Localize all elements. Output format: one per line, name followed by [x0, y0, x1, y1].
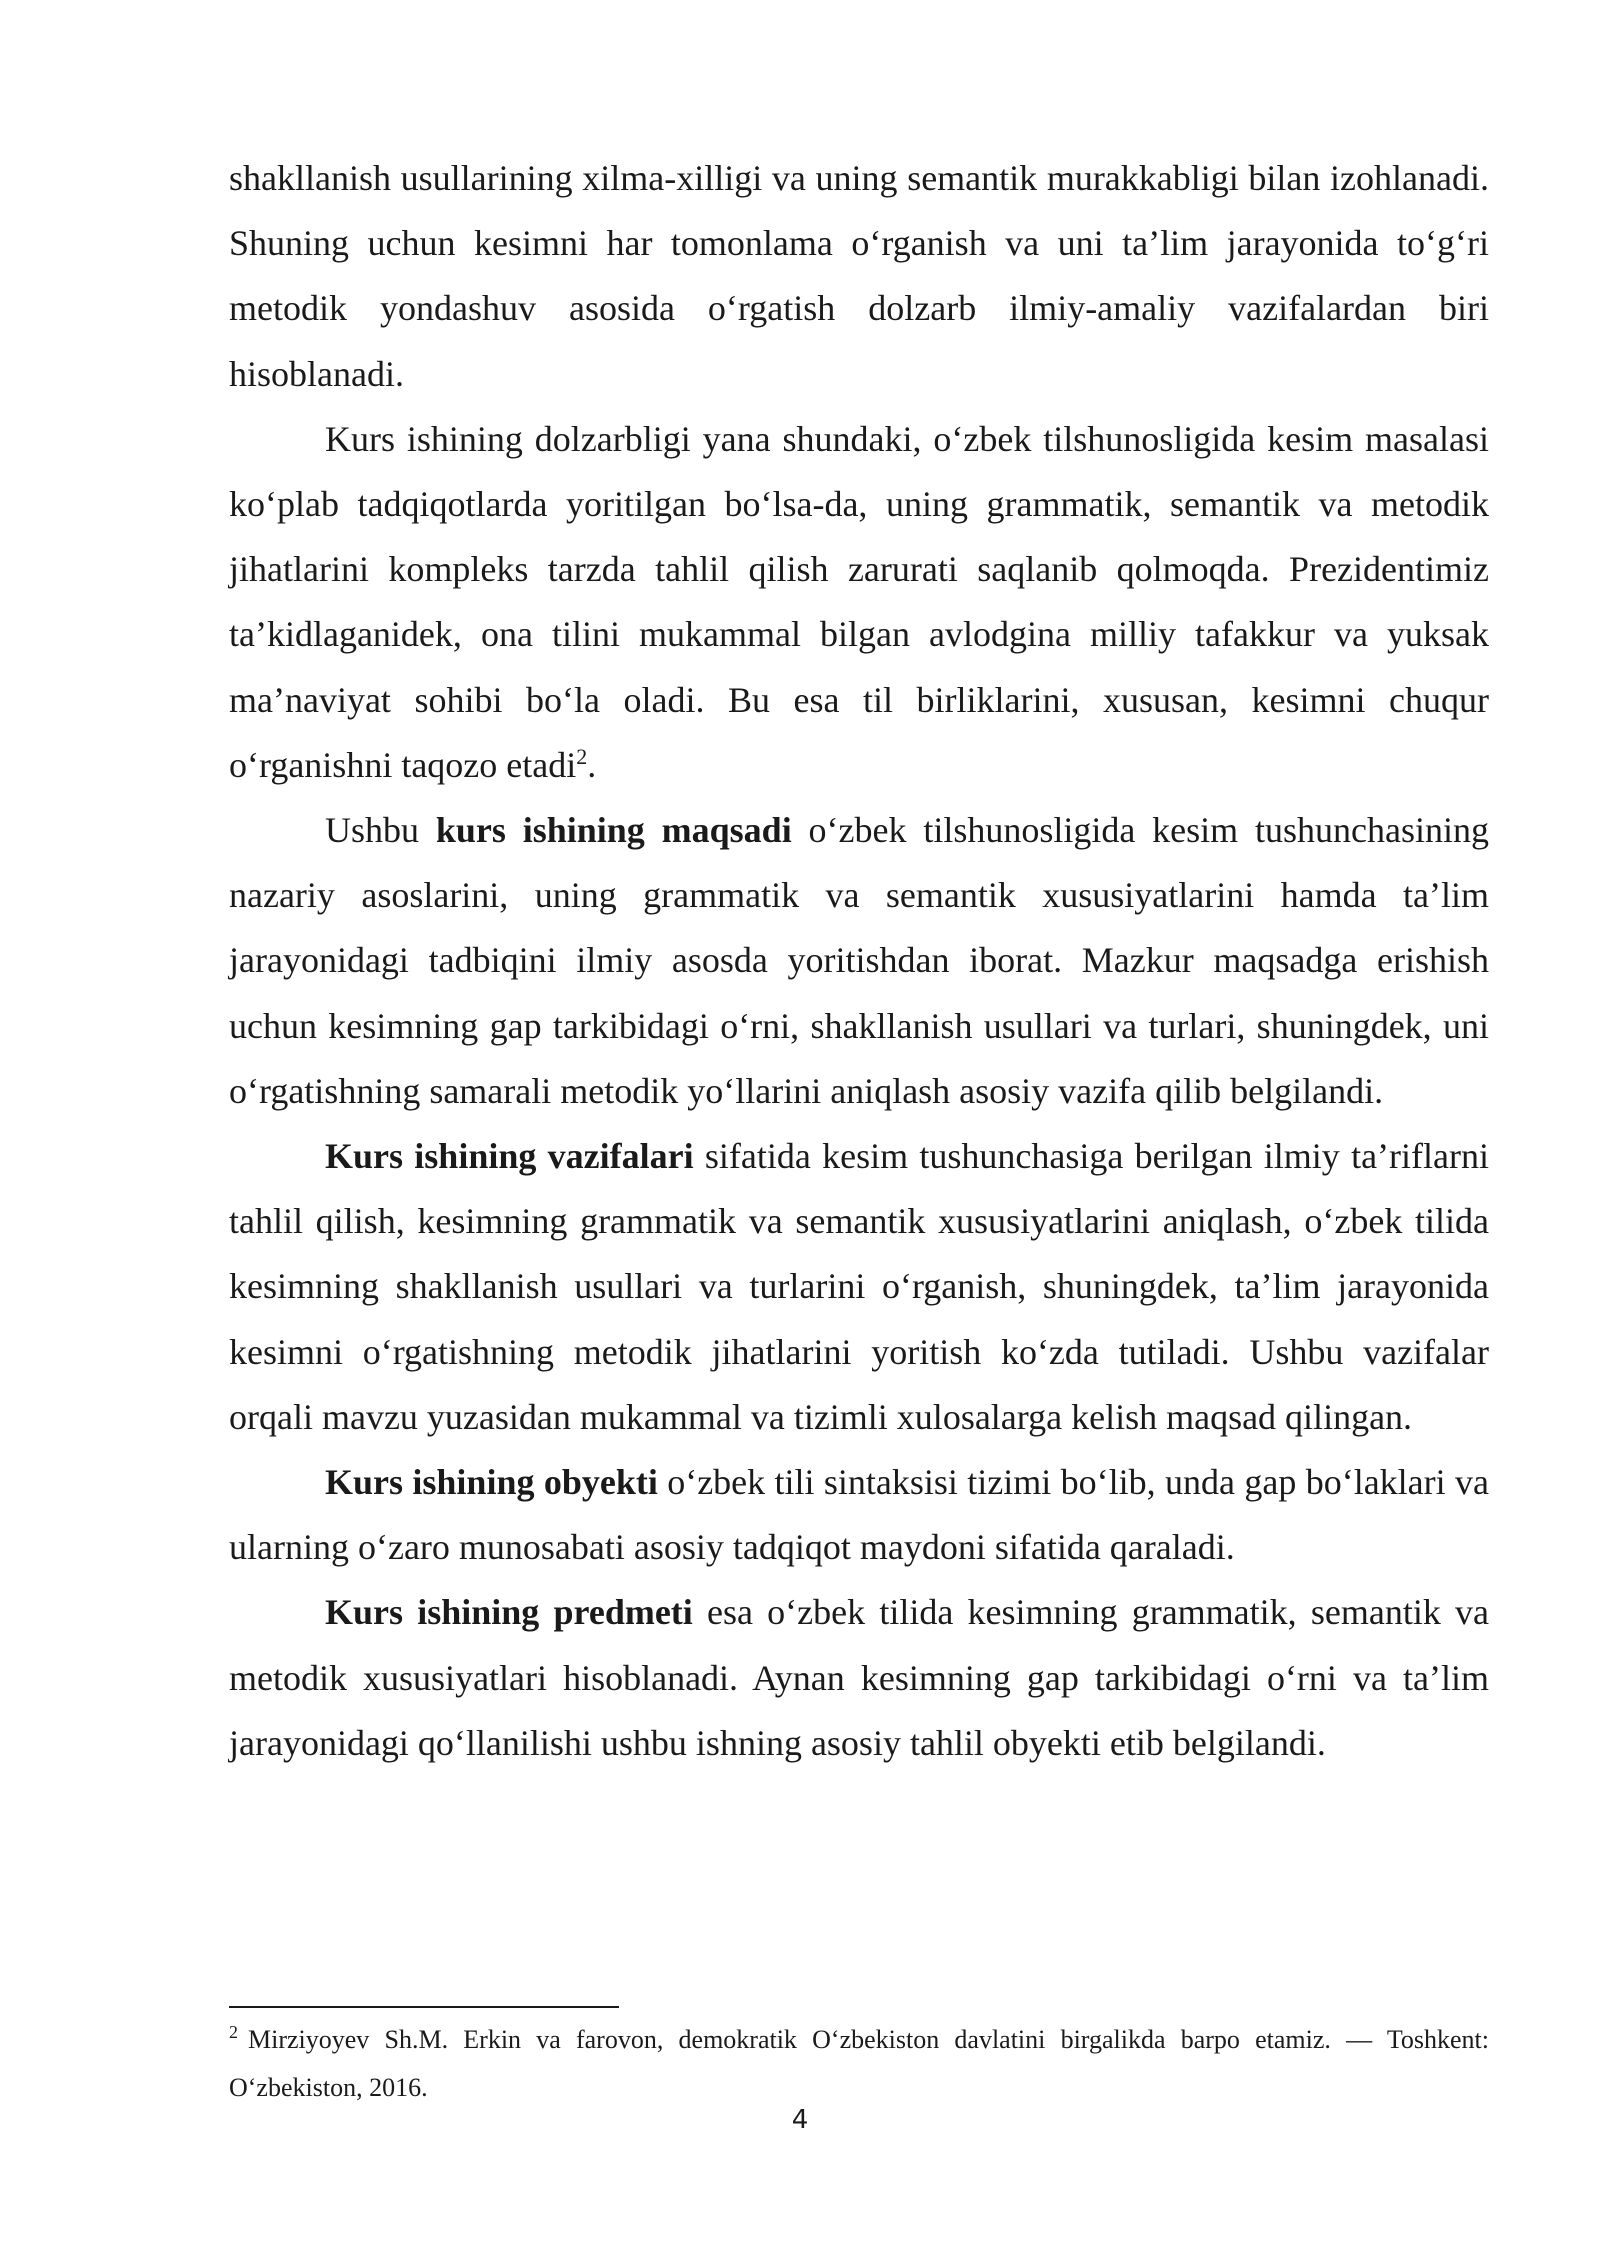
- paragraph-subject: [229, 1580, 1489, 1776]
- paragraph-relevance: [229, 407, 1489, 798]
- paragraph-text: Kurs ishining dolzarbligi yana shundaki, o‘zbek tilshunosligida kesim masalasi ko‘plab tadqiqotlarda yoritilgan bo‘lsa-da, uning grammatik, semantik va metodik jihatlarini kompleks tarzda tahlil qilish zarurati saqlanib qolmoqda. Prezidentimiz ta’kidlaganidek, ona tilini mukammal bilgan avlodgina milliy tafakkur va yuksak ma’naviyat sohibi bo‘la oladi. Bu esa til birliklarini, xususan, kesimni chuqur o‘rganishni taqozo etadi: [229, 418, 1489, 785]
- bold-term: Kurs ishining obyekti: [325, 1462, 658, 1503]
- paragraph-text: o‘zbek tilshunosligida kesim tushunchasining nazariy asoslarini, uning grammatik va semantik xususiyatlarini hamda ta’lim jarayonidagi tadbiqini ilmiy asosda yoritishdan iborat. Mazkur maqsadga erishish uchun kesimning gap tarkibidagi o‘rni, shakllanish usullari va turlari, shuningdek, uni o‘rgatishning samarali metodik yo‘llarini aniqlash asosiy vazifa qilib belgilandi.: [229, 810, 1489, 1111]
- paragraph-text: .: [587, 744, 597, 785]
- bold-term: kurs ishining maqsadi: [435, 810, 792, 851]
- body-text: [229, 146, 1489, 1776]
- paragraph-tasks: [229, 1124, 1489, 1450]
- bold-term: Kurs ishining vazifalari: [325, 1136, 694, 1177]
- paragraph-text: esa o‘zbek tilida kesimning grammatik, semantik va metodik xususiyatlari hisoblanadi. Aynan kesimning gap tarkibidagi o‘rni va ta’lim jarayonidagi qo‘llanilishi ushbu ishning asosiy tahlil obyekti etib belgilandi.: [229, 1592, 1490, 1763]
- footnote-number: 2: [229, 2022, 238, 2043]
- bold-term: Kurs ishining predmeti: [325, 1592, 693, 1633]
- paragraph-text: o‘zbek tili sintaksisi tizimi bo‘lib, unda gap bo‘laklari va ularning o‘zaro munosabati asosiy tadqiqot maydoni sifatida qaraladi.: [229, 1462, 1489, 1568]
- footnote: [229, 2016, 1489, 2112]
- paragraph-text: Ushbu: [325, 810, 436, 851]
- paragraph-intro-continuation: [229, 146, 1489, 407]
- paragraph-object: [229, 1450, 1489, 1580]
- paragraph-text: shakllanish usullarining xilma-xilligi va uning semantik murakkabligi bilan izohlanadi. Shuning uchun kesimni har tomonlama o‘rganish va uni ta’lim jarayonida to‘g‘ri metodik yondashuv asosida o‘rgatish dolzarb ilmiy-amaliy vazifalardan biri hisoblanadi.: [229, 158, 1489, 394]
- footnote-separator: [229, 2006, 619, 2008]
- footnote-text: Mirziyoyev Sh.M. Erkin va farovon, demokratik O‘zbekiston davlatini birgalikda barpo etamiz. — Toshkent: O‘zbekiston, 2016.: [229, 2025, 1489, 2102]
- page-number: 4: [791, 2105, 809, 2135]
- paragraph-goal: [229, 798, 1489, 1124]
- footnote-reference[interactable]: 2: [576, 743, 588, 769]
- paragraph-text: sifatida kesim tushunchasiga berilgan ilmiy ta’riflarni tahlil qilish, kesimning grammatik va semantik xususiyatlarini aniqlash, o‘zbek tilida kesimning shakllanish usullari va turlarini o‘rganish, shuningdek, ta’lim jarayonida kesimni o‘rgatishning metodik jihatlarini yoritish ko‘zda tutiladi. Ushbu vazifalar orqali mavzu yuzasidan mukammal va tizimli xulosalarga kelish maqsad qilingan.: [229, 1136, 1489, 1437]
